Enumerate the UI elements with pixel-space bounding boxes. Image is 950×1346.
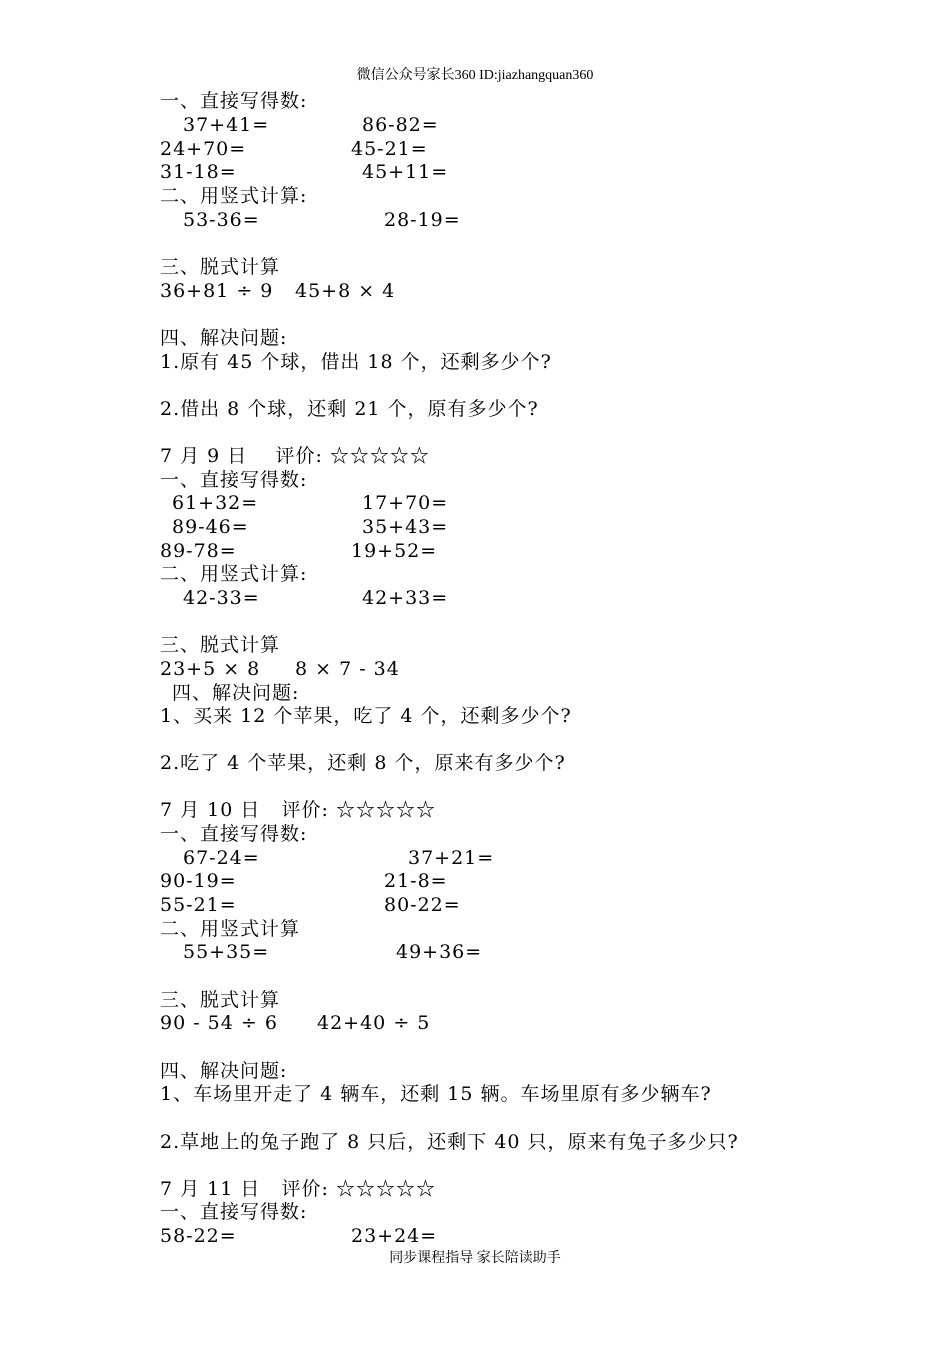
date-rating: 7 月 11 日 评价: ☆☆☆☆☆ [160, 1178, 436, 1200]
problem: 24+70= [160, 138, 247, 160]
problem: 55+35= [183, 941, 270, 963]
word-problem: 1、买来 12 个苹果，吃了 4 个，还剩多少个? [160, 705, 572, 727]
problem: 28-19= [384, 209, 461, 231]
date-rating: 7 月 10 日 评价: ☆☆☆☆☆ [160, 799, 436, 821]
problem: 61+32= [172, 492, 259, 514]
date-rating: 7 月 9 日 评价: ☆☆☆☆☆ [160, 445, 430, 467]
problem: 36+81 ÷ 9 [160, 280, 274, 302]
problem: 80-22= [384, 894, 461, 916]
section-heading: 一、直接写得数: [160, 823, 308, 845]
word-problem: 2.借出 8 个球，还剩 21 个，原有多少个? [160, 398, 539, 420]
word-problem: 2.草地上的兔子跑了 8 只后，还剩下 40 只，原来有兔子多少只? [160, 1131, 739, 1153]
section-heading: 四、解决问题: [160, 1060, 288, 1082]
problem: 37+41= [183, 114, 270, 136]
section-heading: 二、用竖式计算: [160, 185, 308, 207]
page-footer: 同步课程指导 家长陪读助手 [389, 1251, 561, 1266]
page-header: 微信公众号家长360 ID:jiazhangquan360 [356, 68, 594, 83]
problem: 35+43= [362, 516, 449, 538]
problem: 55-21= [160, 894, 237, 916]
section-heading: 四、解决问题: [172, 682, 300, 704]
word-problem: 2.吃了 4 个苹果，还剩 8 个，原来有多少个? [160, 752, 566, 774]
problem: 42+33= [362, 587, 449, 609]
problem: 86-82= [362, 114, 439, 136]
section-heading: 三、脱式计算 [160, 989, 281, 1011]
section-heading: 三、脱式计算 [160, 634, 281, 656]
problem: 89-46= [172, 516, 249, 538]
problem: 90 - 54 ÷ 6 [160, 1012, 278, 1034]
problem: 42+40 ÷ 5 [317, 1012, 431, 1034]
problem: 23+24= [351, 1225, 438, 1247]
problem: 45+11= [362, 161, 449, 183]
word-problem: 1.原有 45 个球，借出 18 个，还剩多少个? [160, 351, 552, 373]
problem: 21-8= [384, 870, 448, 892]
section-heading: 三、脱式计算 [160, 256, 281, 278]
section-heading: 一、直接写得数: [160, 469, 308, 491]
problem: 49+36= [396, 941, 483, 963]
section-heading: 二、用竖式计算 [160, 918, 301, 940]
section-heading: 四、解决问题: [160, 327, 288, 349]
problem: 37+21= [408, 847, 495, 869]
problem: 58-22= [160, 1225, 237, 1247]
problem: 89-78= [160, 540, 237, 562]
problem: 42-33= [183, 587, 260, 609]
problem: 53-36= [183, 209, 260, 231]
problem: 19+52= [351, 540, 438, 562]
word-problem: 1、车场里开走了 4 辆车，还剩 15 辆。车场里原有多少辆车? [160, 1083, 712, 1105]
section-heading: 二、用竖式计算: [160, 563, 308, 585]
problem: 23+5 × 8 [160, 658, 261, 680]
section-heading: 一、直接写得数: [160, 1201, 308, 1223]
problem: 90-19= [160, 870, 237, 892]
problem: 45-21= [351, 138, 428, 160]
problem: 67-24= [183, 847, 260, 869]
problem: 17+70= [362, 492, 449, 514]
section-heading: 一、直接写得数: [160, 90, 308, 112]
problem: 8 × 7 - 34 [295, 658, 400, 680]
problem: 31-18= [160, 161, 237, 183]
problem: 45+8 × 4 [295, 280, 396, 302]
